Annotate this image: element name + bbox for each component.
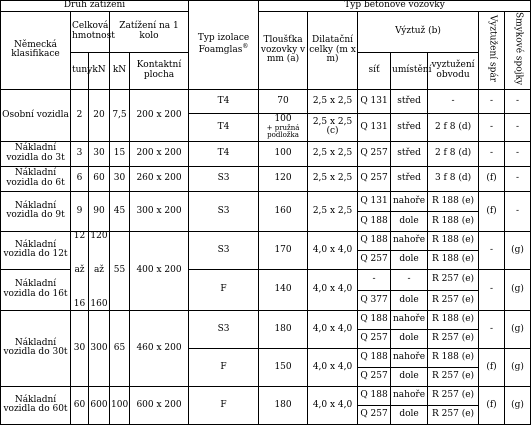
joint-value: - bbox=[479, 113, 505, 141]
thickness-value: 150 bbox=[259, 348, 308, 386]
mesh-value: Q 188 bbox=[358, 348, 391, 367]
mesh-value: Q 257 bbox=[358, 405, 391, 424]
foamglas-type: T4 bbox=[189, 113, 259, 141]
thickness-value: 180 bbox=[259, 310, 308, 348]
perimeter-header: vyztužení obvodu bbox=[428, 52, 479, 89]
perimeter-value: R 188 (e) bbox=[428, 191, 479, 211]
mesh-value: Q 131 bbox=[358, 191, 391, 211]
expansion-value: 4,0 x 4,0 bbox=[308, 310, 358, 348]
expansion-value: 4,0 x 4,0 bbox=[308, 386, 358, 424]
tons-value: 30 bbox=[71, 310, 89, 386]
kn-value: 90 bbox=[89, 191, 110, 231]
mesh-value: Q 131 bbox=[358, 113, 391, 141]
joint-value: - bbox=[479, 231, 505, 269]
placement-value: nahoře bbox=[391, 310, 428, 329]
thickness-value: 140 bbox=[259, 269, 308, 310]
perimeter-value: R 188 (e) bbox=[428, 348, 479, 367]
perimeter-value: R 188 (e) bbox=[428, 231, 479, 250]
mesh-value: Q 188 bbox=[358, 310, 391, 329]
expansion-value: 2,5 x 2,5 bbox=[308, 141, 358, 166]
table-row bbox=[1, 386, 531, 405]
perimeter-value: R 257 (e) bbox=[428, 290, 479, 310]
vehicle-class: Nákladní vozidla do 60t bbox=[1, 386, 71, 424]
kn-value: 30 bbox=[89, 141, 110, 166]
contact-area-value: 200 x 200 bbox=[130, 141, 189, 166]
mesh-value: Q 257 bbox=[358, 141, 391, 166]
foamglas-type: S3 bbox=[189, 310, 259, 348]
placement-header: umístění bbox=[391, 52, 428, 89]
tons-value: 6 bbox=[71, 166, 89, 191]
perimeter-value: 2 f 8 (d) bbox=[428, 141, 479, 166]
shear-value: (g) bbox=[505, 348, 531, 386]
joint-reinforcement-header: Vyztužení spár bbox=[479, 12, 505, 90]
contact-area-value: 460 x 200 bbox=[130, 310, 189, 386]
wheel-kn-value: 65 bbox=[110, 310, 130, 386]
table-row bbox=[1, 166, 531, 191]
mesh-value: Q 257 bbox=[358, 367, 391, 386]
mesh-value: Q 377 bbox=[358, 290, 391, 310]
contact-area-header: Kontaktní plocha bbox=[130, 52, 189, 89]
placement-value: dole bbox=[391, 405, 428, 424]
expansion-value: 4,0 x 4,0 bbox=[308, 269, 358, 310]
foamglas-type: T4 bbox=[189, 89, 259, 113]
placement-value: nahoře bbox=[391, 191, 428, 211]
perimeter-value: R 257 (e) bbox=[428, 386, 479, 405]
shear-value: - bbox=[505, 191, 531, 231]
contact-area-value: 300 x 200 bbox=[130, 191, 189, 231]
reinforcement-header: Výztuž (b) bbox=[358, 12, 479, 53]
placement-value: nahoře bbox=[391, 348, 428, 367]
expansion-value: 2,5 x 2,5 bbox=[308, 166, 358, 191]
table-row bbox=[1, 231, 531, 250]
mesh-value: Q 188 bbox=[358, 386, 391, 405]
perimeter-value: R 257 (e) bbox=[428, 405, 479, 424]
perimeter-value: R 188 (e) bbox=[428, 310, 479, 329]
placement-value: nahoře bbox=[391, 231, 428, 250]
kn-value: 20 bbox=[89, 89, 110, 141]
table-row bbox=[1, 191, 531, 211]
shear-value: - bbox=[505, 141, 531, 166]
foamglas-type: F bbox=[189, 386, 259, 424]
foamglas-type: F bbox=[189, 269, 259, 310]
mesh-value: Q 131 bbox=[358, 89, 391, 113]
placement-value: střed bbox=[391, 113, 428, 141]
foamglas-type: S3 bbox=[189, 191, 259, 231]
expansion-value: 4,0 x 4,0 bbox=[308, 231, 358, 269]
kn-wheel-header: kN bbox=[110, 52, 130, 89]
mesh-value: Q 188 bbox=[358, 211, 391, 231]
kn-range: 120 až 160 bbox=[90, 230, 108, 310]
vehicle-class: Nákladní vozidla do 12t bbox=[1, 231, 71, 269]
thickness-value: 70 bbox=[259, 89, 308, 113]
placement-value: nahoře bbox=[391, 386, 428, 405]
table-row bbox=[1, 310, 531, 329]
mesh-value: - bbox=[358, 269, 391, 290]
placement-value: dole bbox=[391, 367, 428, 386]
kn-value: 300 bbox=[89, 310, 110, 386]
wheel-load-header: Zatížení na 1 kolo bbox=[110, 12, 189, 53]
kn-value: 60 bbox=[89, 166, 110, 191]
placement-value: střed bbox=[391, 166, 428, 191]
perimeter-value: - bbox=[428, 89, 479, 113]
perimeter-value: 2 f 8 (d) bbox=[428, 113, 479, 141]
placement-value: - bbox=[391, 269, 428, 290]
shear-value: (g) bbox=[505, 310, 531, 348]
contact-area-value: 200 x 200 bbox=[130, 89, 189, 141]
expansion-value: 2,5 x 2,5 bbox=[308, 191, 358, 231]
placement-value: dole bbox=[391, 211, 428, 231]
shear-value: - bbox=[505, 113, 531, 141]
wheel-kn-value: 100 bbox=[110, 386, 130, 424]
foamglas-type: T4 bbox=[189, 141, 259, 166]
shear-value: (g) bbox=[505, 231, 531, 269]
kn-value: 600 bbox=[89, 386, 110, 424]
joint-value: - bbox=[479, 141, 505, 166]
foamglas-type: F bbox=[189, 348, 259, 386]
german-class-header: Německá klasifikace bbox=[1, 12, 71, 90]
mesh-value: Q 188 bbox=[358, 231, 391, 250]
perimeter-value: 3 f 8 (d) bbox=[428, 166, 479, 191]
mesh-header: síť bbox=[358, 52, 391, 89]
shear-value: - bbox=[505, 166, 531, 191]
tons-value: 3 bbox=[71, 141, 89, 166]
thickness-value: 120 bbox=[259, 166, 308, 191]
placement-value: střed bbox=[391, 141, 428, 166]
load-type-header: Druh zatížení bbox=[1, 1, 189, 12]
vehicle-class: Nákladní vozidla do 16t bbox=[1, 269, 71, 310]
thickness-header: Tloušťka vozovky v mm (a) bbox=[259, 12, 308, 90]
expansion-value: 2,5 x 2,5 (c) bbox=[308, 113, 358, 141]
thickness-note: + pružná podložka bbox=[266, 123, 300, 140]
placement-value: dole bbox=[391, 290, 428, 310]
thickness-value: 160 bbox=[259, 191, 308, 231]
wheel-kn-value: 55 bbox=[110, 231, 130, 310]
mesh-value: Q 257 bbox=[358, 250, 391, 269]
contact-area-value: 260 x 200 bbox=[130, 166, 189, 191]
joint-value: (f) bbox=[479, 348, 505, 386]
wheel-kn-value: 30 bbox=[110, 166, 130, 191]
perimeter-value: R 257 (e) bbox=[428, 269, 479, 290]
contact-area-value: 600 x 200 bbox=[130, 386, 189, 424]
placement-value: dole bbox=[391, 250, 428, 269]
contact-area-value: 400 x 200 bbox=[130, 231, 189, 310]
tons-range: 12 až 16 bbox=[71, 231, 89, 310]
perimeter-value: R 188 (e) bbox=[428, 250, 479, 269]
shear-value: (g) bbox=[505, 386, 531, 424]
expansion-value: 4,0 x 4,0 bbox=[308, 348, 358, 386]
thickness-value: 180 bbox=[259, 386, 308, 424]
tons-value: 60 bbox=[71, 386, 89, 424]
joint-value: - bbox=[479, 310, 505, 348]
perimeter-value: R 257 (e) bbox=[428, 329, 479, 348]
wheel-kn-value: 15 bbox=[110, 141, 130, 166]
joint-value: - bbox=[479, 89, 505, 113]
expansion-header: Dilatační celky (m x m) bbox=[308, 12, 358, 90]
tons-header: tuny bbox=[71, 52, 89, 89]
pavement-type-header: Typ betonové vozovky bbox=[259, 1, 531, 12]
wheel-kn-value: 7,5 bbox=[110, 89, 130, 141]
vehicle-class: Osobní vozidla bbox=[1, 89, 71, 141]
placement-value: střed bbox=[391, 89, 428, 113]
total-weight-header: Celková hmotnost bbox=[71, 12, 110, 53]
tons-value: 9 bbox=[71, 191, 89, 231]
table-row bbox=[1, 141, 531, 166]
expansion-value: 2,5 x 2,5 bbox=[308, 89, 358, 113]
kn-total-header: kN bbox=[89, 52, 110, 89]
foamglas-type: S3 bbox=[189, 231, 259, 269]
thickness-value: 100 + pružná podložka bbox=[259, 113, 308, 141]
mesh-value: Q 257 bbox=[358, 329, 391, 348]
joint-value: (f) bbox=[479, 191, 505, 231]
thickness-value: 170 bbox=[259, 231, 308, 269]
shear-value: - bbox=[505, 89, 531, 113]
perimeter-value: R 188 (e) bbox=[428, 211, 479, 231]
shear-connectors-header: Smykové spojky bbox=[505, 12, 531, 90]
thickness-value: 100 bbox=[259, 141, 308, 166]
wheel-kn-value: 45 bbox=[110, 191, 130, 231]
vehicle-class: Nákladní vozidla do 30t bbox=[1, 310, 71, 386]
foamglas-type: S3 bbox=[189, 166, 259, 191]
vehicle-class: Nákladní vozidla do 9t bbox=[1, 191, 71, 231]
vehicle-class: Nákladní vozidla do 3t bbox=[1, 141, 71, 166]
joint-value: (f) bbox=[479, 166, 505, 191]
mesh-value: Q 257 bbox=[358, 166, 391, 191]
placement-value: dole bbox=[391, 329, 428, 348]
table-row bbox=[1, 89, 531, 113]
perimeter-value: R 257 (e) bbox=[428, 367, 479, 386]
tons-value: 2 bbox=[71, 89, 89, 141]
vehicle-class: Nákladní vozidla do 6t bbox=[1, 166, 71, 191]
joint-value: - bbox=[479, 269, 505, 310]
joint-value: (f) bbox=[479, 386, 505, 424]
insulation-type-header: Typ izolace Foamglas® bbox=[189, 1, 259, 90]
shear-value: (g) bbox=[505, 269, 531, 310]
